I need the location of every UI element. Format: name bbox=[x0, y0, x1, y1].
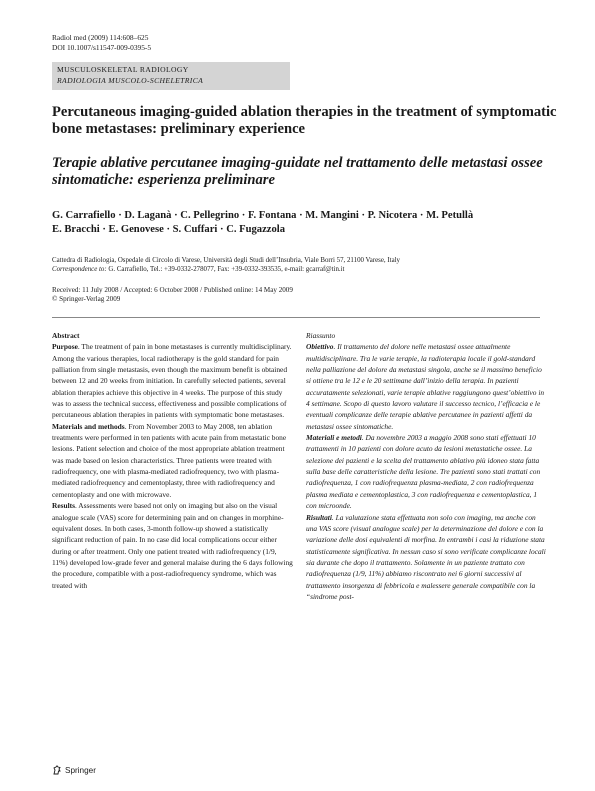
affiliation: Cattedra di Radiologia, Ospedale di Circolo di Varese, Università degli Studi dell’Insubria, Viale Borri 57, 21100 Varese, Italy bbox=[52, 257, 400, 264]
risultati-label: Risultati bbox=[306, 512, 332, 522]
results-label: Results bbox=[52, 501, 75, 511]
materiali-label: Materiali e metodi bbox=[306, 433, 362, 443]
correspondence-text: G. Carrafiello, Tel.: +39-0332-278077, Fax: +39-0332-393535, e-mail: gcarraf@tin.it bbox=[108, 266, 345, 274]
riassunto-obiettivo bbox=[306, 341, 548, 432]
methods-text: . From November 2003 to May 2008, ten ablation treatments were performed in ten patients with acute pain from metastatic bone lesions. Patient selection and choice of the most appropriate ablation treatment was made based on lesion characteristics. Three patients were treated with radiofrequency, one with plasma-mediated radiofrequency, two with plasma-mediated radiofrequency and cementoplasty, three with radiofrequency and cementoplasty and one with microwave. bbox=[52, 421, 287, 499]
divider bbox=[52, 317, 540, 318]
correspondence bbox=[52, 265, 572, 274]
dates: Received: 11 July 2008 / Accepted: 6 October 2008 / Published online: 14 May 2009 bbox=[52, 286, 293, 294]
riassunto-column bbox=[306, 330, 548, 602]
risultati-text: . La valutazione stata effettuata non solo con imaging, ma anche con una VAS score (visual analogue scale) per la determinazione del dolore e con la variazione delle dosi equivalenti di morfina. In entrambi i casi la riduzione stata statisticamente significativa. In nessun caso si sono verificate complicanze locali sia durante che dopo il trattamento. Solamente in un paziente trattato con radiofrequenza (1/9, 11%) abbiamo riscontrato nei 6 giorni successivi al trattamento insorgenza di febbricola e malessere generale compatibile con la “sindrome post- bbox=[306, 512, 546, 601]
results-text: . Assessments were based not only on imaging but also on the visual analogue scale (VAS) score for determining pain and on changes in morphine-equivalent doses. In both cases, 3-month follow-up showed a statistically significant reduction of pain. In no case did local complications occur either during or after treatment. Only one patient treated with radiofrequency (1/9, 11%) developed low-grade fever and general malaise during the 6 days following the procedure, compatible with a post-radiofrequency syndrome, which was treated with bbox=[52, 501, 293, 590]
springer-horse-icon bbox=[52, 765, 62, 775]
correspondence-label: Correspondence to: bbox=[52, 266, 107, 274]
abstract-column bbox=[52, 330, 294, 591]
section-en: MUSCULOSKELETAL RADIOLOGY bbox=[57, 65, 189, 74]
obiettivo-label: Obiettivo bbox=[306, 342, 334, 352]
purpose-text: . The treatment of pain in bone metastases is currently multidisciplinary. Among the various therapies, local radiotherapy is the gold standard for pain palliation from single metastasis, even though the maximum benefit is obtained between 12 and 20 weeks from initiation. In carefully selected patients, several ablation therapies achieve this objective in 4 weeks. The purpose of this study was to assess the technical success, effectiveness and possible complications of percutaneous ablation therapies in patients with symptomatic bone metastases. bbox=[52, 342, 292, 420]
abstract-methods bbox=[52, 421, 294, 500]
authors bbox=[52, 209, 572, 237]
title-english: Percutaneous imaging-guided ablation therapies in the treatment of symptomatic bone metastases: preliminary experience bbox=[52, 104, 557, 137]
purpose-label: Purpose bbox=[52, 342, 78, 352]
section-it: RADIOLOGIA MUSCOLO-SCHELETRICA bbox=[57, 76, 204, 85]
publisher-name: Springer bbox=[65, 765, 96, 775]
publisher-footer bbox=[52, 765, 96, 775]
methods-label: Materials and methods bbox=[52, 421, 125, 431]
riassunto-materiali bbox=[306, 432, 548, 511]
abstract-heading: Abstract bbox=[52, 331, 80, 340]
obiettivo-text: . Il trattamento del dolore nelle metastasi ossee attualmente multidisciplinare. Tra le varie terapie, la radioterapia locale il gold-standard nella palliazione del dolore da metastasi singola, anche se il massimo beneficio si ottiene tra le 12 e le 20 settimane dall’inizio della terapia. In pazienti accuratamente selezionati, varie terapie ablative raggiungono quest’obiettivo in 4 settimane. Scopo di questo lavoro valutare il successo tecnico, l’efficacia e le eventuali complicanze delle terapie ablative percutanee in pazienti affetti da metastasi ossee sintomatiche. bbox=[306, 342, 545, 431]
dates-block bbox=[52, 286, 572, 305]
authors-line-2: E. Bracchi · E. Genovese · S. Cuffari · C. Fugazzola bbox=[52, 224, 286, 235]
citation: Radiol med (2009) 114:608–625 bbox=[52, 33, 149, 42]
abstract-purpose bbox=[52, 341, 294, 420]
authors-line-1: G. Carrafiello · D. Laganà · C. Pellegrino · F. Fontana · M. Mangini · P. Nicotera · M. Petullà bbox=[52, 210, 474, 221]
section-banner bbox=[52, 62, 290, 90]
riassunto-risultati bbox=[306, 512, 548, 603]
abstract-results bbox=[52, 500, 294, 591]
affiliation-block bbox=[52, 256, 572, 275]
materiali-text: . Da novembre 2003 a maggio 2008 sono stati effettuati 10 trattamenti in 10 pazienti con dolore acuto da lesioni metastatiche ossee. La selezione dei pazienti e la scelta del trattamento ablativo più idoneo stata fatta sulla base delle caratteristiche della lesione. Tre pazienti sono stati trattati con radiofrequenza, 1 con radiofrequenza plasma-mediata, 2 con radiofrequenza plasma mediata e cementoplastica, 3 con radiofrequenza e cementoplastica, 1 con microonde. bbox=[306, 433, 541, 511]
title-italian: Terapie ablative percutanee imaging-guidate nel trattamento delle metastasi ossee sintomatiche: esperienza preliminare bbox=[52, 155, 543, 188]
copyright: © Springer-Verlag 2009 bbox=[52, 295, 121, 304]
riassunto-heading: Riassunto bbox=[306, 331, 336, 340]
journal-meta bbox=[52, 33, 151, 52]
doi: DOI 10.1007/s11547-009-0395-5 bbox=[52, 42, 152, 52]
